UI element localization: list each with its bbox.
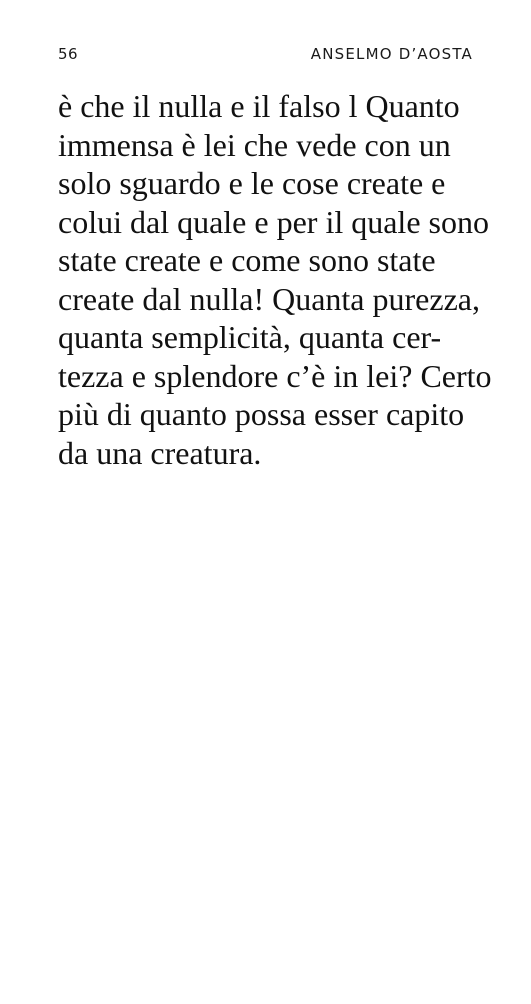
text-line: solo sguardo e le cose create e bbox=[58, 165, 446, 201]
text-line: da una creatura. bbox=[58, 434, 262, 471]
text-line: più di quanto possa esser capito bbox=[58, 396, 465, 432]
page-number: 56 bbox=[58, 45, 79, 63]
running-title: ANSELMO D’AOSTA bbox=[310, 45, 473, 63]
text-line: state create e come sono state bbox=[58, 242, 436, 278]
text-line: immensa è lei che vede con un bbox=[58, 126, 451, 163]
text-line: tezza e splendore c’è in lei? Certo bbox=[58, 357, 492, 394]
running-head bbox=[58, 42, 473, 66]
text-line: create dal nulla! Quanta purezza, bbox=[58, 280, 480, 317]
body-text bbox=[58, 87, 492, 472]
text-line: colui dal quale e per il quale sono bbox=[58, 203, 489, 240]
text-line: quanta semplicità, quanta cer- bbox=[58, 319, 442, 355]
text-line: è che il nulla e il falso l Quanto bbox=[58, 88, 460, 124]
